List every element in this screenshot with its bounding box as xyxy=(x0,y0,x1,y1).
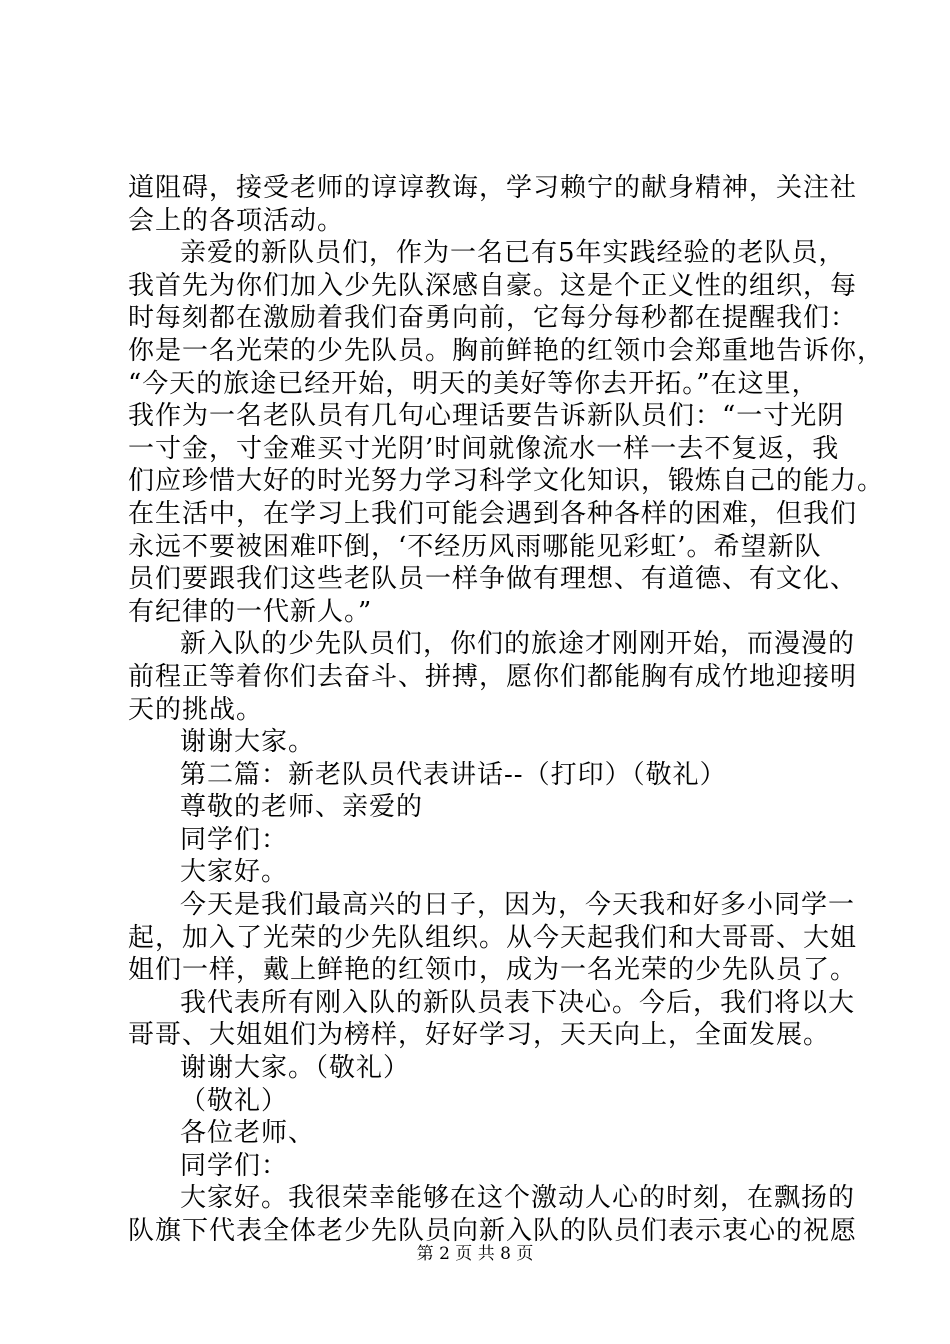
document-body xyxy=(128,172,885,1248)
page-number-footer: 第 2 页 共 8 页 xyxy=(416,1244,534,1264)
text-line: （敬礼） xyxy=(180,1085,289,1116)
text-line: 同学们： xyxy=(180,1150,289,1181)
text-line: 有纪律的一代新人。” xyxy=(128,596,373,627)
text-line: 谢谢大家。 xyxy=(180,727,316,758)
text-line: 会上的各项活动。 xyxy=(128,205,345,236)
text-line: 天的挑战。 xyxy=(128,694,264,725)
text-line: 一寸金，寸金难买寸光阴’时间就像流水一样一去不复返，我 xyxy=(128,433,840,464)
text-line: 谢谢大家。（敬礼） xyxy=(180,1053,411,1084)
text-line: 大家好。我很荣幸能够在这个激动人心的时刻，在飘扬的 xyxy=(180,1183,856,1214)
text-line: 你是一名光荣的少先队员。胸前鲜艳的红领巾会郑重地告诉你， xyxy=(128,335,885,366)
text-line: 队旗下代表全体老少先队员向新入队的队员们表示衷心的祝愿 xyxy=(128,1216,858,1246)
text-line: 新入队的少先队员们，你们的旅途才刚刚开始，而漫漫的 xyxy=(180,629,856,660)
text-line: 在生活中，在学习上我们可能会遇到各种各样的困难，但我们 xyxy=(128,498,858,529)
text-line: 哥哥、大姐姐们为榜样，好好学习，天天向上，全面发展。 xyxy=(128,1020,831,1051)
text-line: “今天的旅途已经开始，明天的美好等你去开拓。”在这里， xyxy=(128,368,819,399)
text-line: 永远不要被困难吓倒，‘不经历风雨哪能见彩虹’。希望新队 xyxy=(128,531,822,562)
text-line: 各位老师、 xyxy=(180,1118,316,1149)
text-line: 尊敬的老师、亲爱的 xyxy=(180,792,424,823)
text-line: 姐们一样，戴上鲜艳的红领巾，成为一名光荣的少先队员了。 xyxy=(128,955,858,986)
text-line: 大家好。 xyxy=(180,857,289,888)
text-line: 我作为一名老队员有几句心理话要告诉新队员们：“一寸光阴 xyxy=(128,401,845,432)
text-line: 今天是我们最高兴的日子，因为，今天我和好多小同学一 xyxy=(180,890,856,921)
text-line: 们应珍惜大好的时光努力学习科学文化知识，锻炼自己的能力。 xyxy=(128,466,885,497)
text-line: 前程正等着你们去奋斗、拼搏，愿你们都能胸有成竹地迎接明 xyxy=(128,661,858,692)
text-line: 我首先为你们加入少先队深感自豪。这是个正义性的组织，每 xyxy=(128,270,858,301)
text-line: 道阻碍，接受老师的谆谆教诲，学习赖宁的献身精神，关注社 xyxy=(128,173,858,203)
text-line: 同学们： xyxy=(180,824,289,855)
text-line: 我代表所有刚入队的新队员表下决心。今后，我们将以大 xyxy=(180,987,856,1018)
text-line: 员们要跟我们这些老队员一样争做有理想、有道德、有文化、 xyxy=(128,564,858,595)
text-line: 时每刻都在激励着我们奋勇向前，它每分每秒都在提醒我们： xyxy=(128,303,858,334)
text-line: 亲爱的新队员们，作为一名已有5年实践经验的老队员， xyxy=(180,238,846,269)
text-line: 起，加入了光荣的少先队组织。从今天起我们和大哥哥、大姐 xyxy=(128,922,858,953)
section-heading: 第二篇：新老队员代表讲话--（打印）（敬礼） xyxy=(180,759,727,790)
